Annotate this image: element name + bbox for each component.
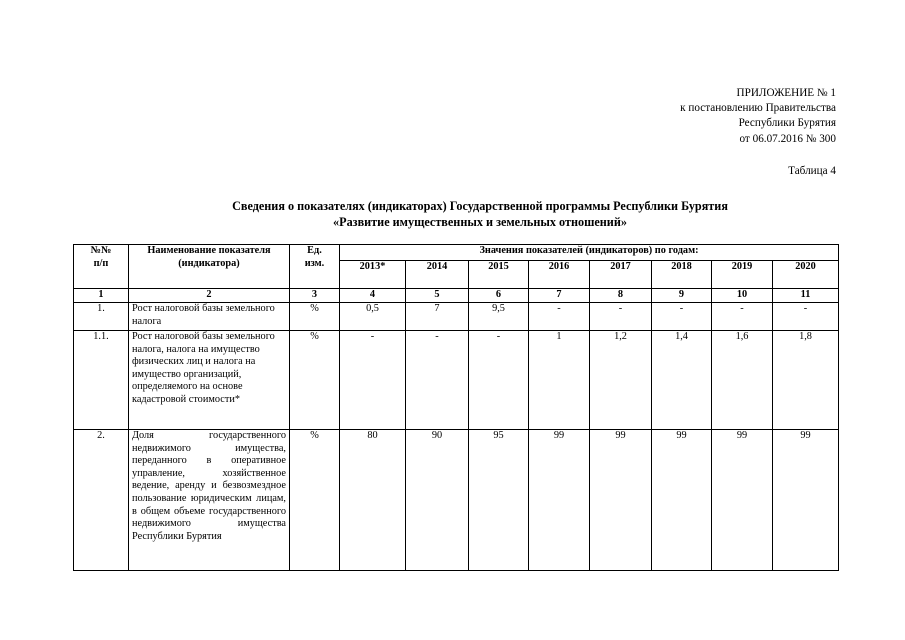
column-number: 11: [773, 289, 839, 303]
row-num: 1.1.: [74, 331, 129, 430]
header-year: 2014: [406, 261, 469, 289]
row-value: 99: [590, 430, 652, 571]
appendix-note: [680, 86, 836, 147]
row-value: 95: [469, 430, 529, 571]
appendix-line: к постановлению Правительства: [680, 102, 836, 115]
table-row: [74, 430, 839, 571]
header-year: 2020: [773, 261, 839, 289]
indicators-table: [73, 244, 839, 571]
header-unit: Ед. изм.: [290, 245, 340, 289]
row-value: 1,2: [590, 331, 652, 430]
row-value: 1,8: [773, 331, 839, 430]
title-line: Сведения о показателях (индикаторах) Государственной программы Республики Бурятия: [232, 199, 728, 213]
row-value: 80: [340, 430, 406, 571]
appendix-line: Республики Бурятия: [738, 117, 836, 130]
row-unit: %: [290, 430, 340, 571]
column-number: 9: [652, 289, 712, 303]
appendix-line: от 06.07.2016 № 300: [739, 132, 836, 145]
row-num: 1.: [74, 303, 129, 331]
row-value: 99: [712, 430, 773, 571]
row-name: Доля государственного недвижимого имущества, переданного в оперативное управление, хозяйственное ведение, аренду и безвозмездное пользование юридическим лицам, в общем объеме государственного недвижимого имущества Республики Бурятия: [129, 430, 290, 571]
table-label: Таблица 4: [788, 165, 836, 177]
header-year: 2016: [529, 261, 590, 289]
column-number: 7: [529, 289, 590, 303]
appendix-line: ПРИЛОЖЕНИЕ № 1: [736, 87, 836, 99]
title-line: «Развитие имущественных и земельных отношений»: [333, 215, 627, 229]
row-name: Рост налоговой базы земельного налога, налога на имущество физических лиц и налога на имущество организаций, определяемого на основе кадастровой стоимости*: [129, 331, 290, 430]
header-values-group: Значения показателей (индикаторов) по годам:: [340, 245, 839, 261]
column-number: 4: [340, 289, 406, 303]
table-row: [74, 331, 839, 430]
header-name: Наименование показателя (индикатора): [129, 245, 290, 289]
row-value: -: [712, 303, 773, 331]
column-number: 10: [712, 289, 773, 303]
row-value: 1,4: [652, 331, 712, 430]
row-value: 7: [406, 303, 469, 331]
document-title: [120, 198, 840, 230]
header-year: 2015: [469, 261, 529, 289]
row-value: -: [652, 303, 712, 331]
table-row: [74, 303, 839, 331]
column-number: 8: [590, 289, 652, 303]
header-num: №№ п/п: [74, 245, 129, 289]
row-value: 99: [529, 430, 590, 571]
column-number: 1: [74, 289, 129, 303]
row-unit: %: [290, 331, 340, 430]
header-year: 2018: [652, 261, 712, 289]
column-number: 3: [290, 289, 340, 303]
row-value: 99: [652, 430, 712, 571]
row-name: Рост налоговой базы земельного налога: [129, 303, 290, 331]
row-value: 9,5: [469, 303, 529, 331]
row-value: -: [590, 303, 652, 331]
header-year: 2017: [590, 261, 652, 289]
row-value: 99: [773, 430, 839, 571]
row-unit: %: [290, 303, 340, 331]
row-value: -: [773, 303, 839, 331]
column-number: 5: [406, 289, 469, 303]
row-value: -: [406, 331, 469, 430]
column-number-row: [74, 289, 839, 303]
row-value: 1,6: [712, 331, 773, 430]
row-value: 0,5: [340, 303, 406, 331]
header-year: 2019: [712, 261, 773, 289]
row-value: 1: [529, 331, 590, 430]
header-year: 2013*: [340, 261, 406, 289]
row-value: -: [469, 331, 529, 430]
row-num: 2.: [74, 430, 129, 571]
column-number: 6: [469, 289, 529, 303]
row-value: 90: [406, 430, 469, 571]
row-value: -: [340, 331, 406, 430]
row-value: -: [529, 303, 590, 331]
column-number: 2: [129, 289, 290, 303]
